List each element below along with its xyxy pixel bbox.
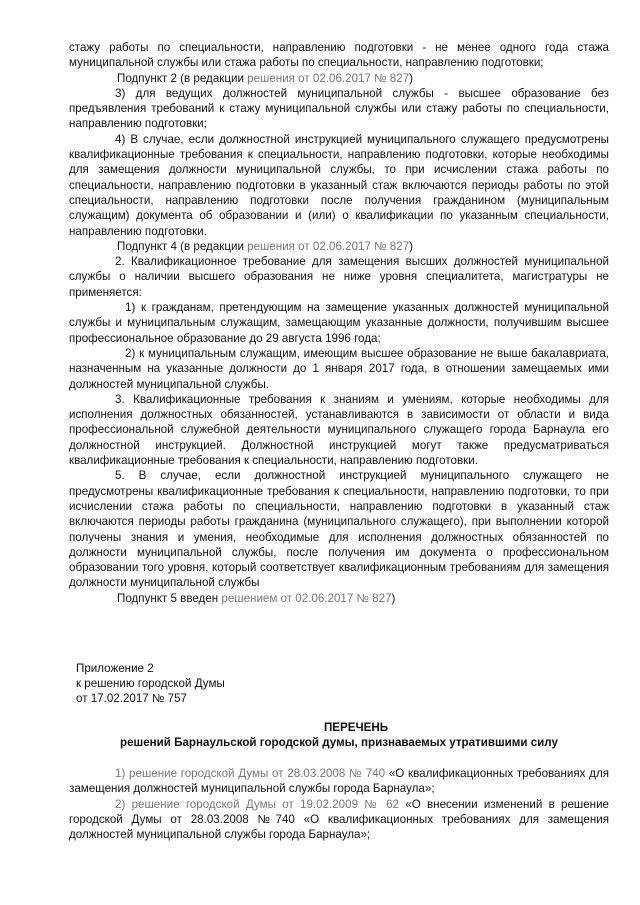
document-body (69, 40, 609, 606)
paragraph-point-2-item-2: 2) к муниципальным служащим, имеющим высшее образование не выше бакалавриата, назначенным на указанные должности до 1 января 2017 года, в отношении замещаемых ими должностей муниципальной службы. (69, 346, 609, 391)
repealed-decisions-list (69, 766, 609, 842)
appendix-line-3: от 17.02.2017 № 757 (76, 691, 187, 705)
decision-link-740[interactable]: 1) решение городской Думы от 28.03.2008 № 740 (115, 767, 386, 780)
appendix-header (76, 662, 376, 706)
title-line-2: решений Барнаульской городской думы, признаваемых утратившими силу (120, 736, 558, 750)
decision-link-62[interactable]: 2) решение городской Думы от 19.02.2009 № 62 (115, 797, 399, 811)
note-subpoint-4: Подпункт 4 (в редакции решения от 02.06.2017 № 827) (117, 239, 414, 253)
paragraph-subpoint-4: 4) В случае, если должностной инструкцией муниципального служащего предусмотрены квалификационные требования к специальности, направлению подготовки, которые необходимы для замещения должности муниципальной службы, то при исчислении стажа работы по специальности, направлению подготовки в указанный стаж включаются периоды работы по этой специальности, направлению подготовки после получения гражданином (муниципальным служащим) документа об образовании и (или) о квалификации по указанным специальности, направлению подготовки. (69, 132, 609, 238)
note-subpoint-2: Подпункт 2 (в редакции решения от 02.06.2017 № 827) (117, 71, 414, 85)
decision-link-827[interactable]: решением от 02.06.2017 № 827 (221, 591, 392, 605)
title-line-1: ПЕРЕЧЕНЬ (323, 721, 389, 734)
paragraph-subpoint-3: 3) для ведущих должностей муниципальной службы - высшее образование без предъявления требований к стажу муниципальной службы или стажу работы по специальности, направлению подготовки; (69, 86, 609, 131)
decision-link-827[interactable]: решения от 02.06.2017 № 827 (247, 239, 410, 253)
list-item: 2) решение городской Думы от 19.02.2009 № 62 «О внесении изменений в решение городской Думы от 28.03.2008 №740 «О квалификационных требованиях для замещения должностей муниципальной службы города Барнаула»; (69, 797, 609, 842)
list-item: 1) решение городской Думы от 28.03.2008 № 740 «О квалификационных требованиях для замещения должностей муниципальной службы города Барнаула»; (69, 767, 609, 796)
list-title (69, 720, 609, 751)
paragraph-point-3: 3. Квалификационные требования к знаниям и умениям, которые необходимы для исполнения должностных обязанностей, устанавливаются в зависимости от области и вида профессиональной служебной деятельности муниципального служащего города Барнаула его должностной инструкцией. Должностной инструкцией могут также предусматриваться квалификационные требования к специальности, направлению подготовки. (69, 392, 609, 468)
note-subpoint-5: Подпункт 5 введен решением от 02.06.2017 № 827) (117, 591, 396, 605)
appendix-line-1: Приложение 2 (76, 662, 154, 675)
paragraph-point-2-item-1: 1) к гражданам, претендующим на замещение указанных должностей муниципальной службы и муниципальным служащим, замещающим указанные должности, получившим высшее профессиональное образование до 29 августа 1996 года; (69, 301, 609, 345)
paragraph-point-2: 2. Квалификационное требование для замещения высших должностей муниципальной службы о наличии высшего образования не ниже уровня специалитета, магистратуры не применяется: (69, 255, 609, 299)
paragraph-experience-continued: стажу работы по специальности, направлению подготовки - не менее одного года стажа муниципальной службы или стажа работы по специальности, направлению подготовки; (69, 41, 609, 70)
appendix-line-2: к решению городской Думы (76, 676, 225, 690)
decision-link-827[interactable]: решения от 02.06.2017 № 827 (247, 71, 410, 85)
paragraph-point-5: 5. В случае, если должностной инструкцией муниципального служащего не предусмотрены квалификационные требования к специальности, направлению подготовки, то при исчислении стажа работы по специальности, направлению подготовки в указанный стаж включаются периоды работы гражданина (муниципального служащего), при выполнении которой получены знания и умения, необходимые для исполнения должностных обязанностей по должности муниципальной службы, после получения им документа о профессиональном образовании того уровня, который соответствует квалификационным требованиям для замещения должности муниципальной службы (69, 469, 609, 590)
